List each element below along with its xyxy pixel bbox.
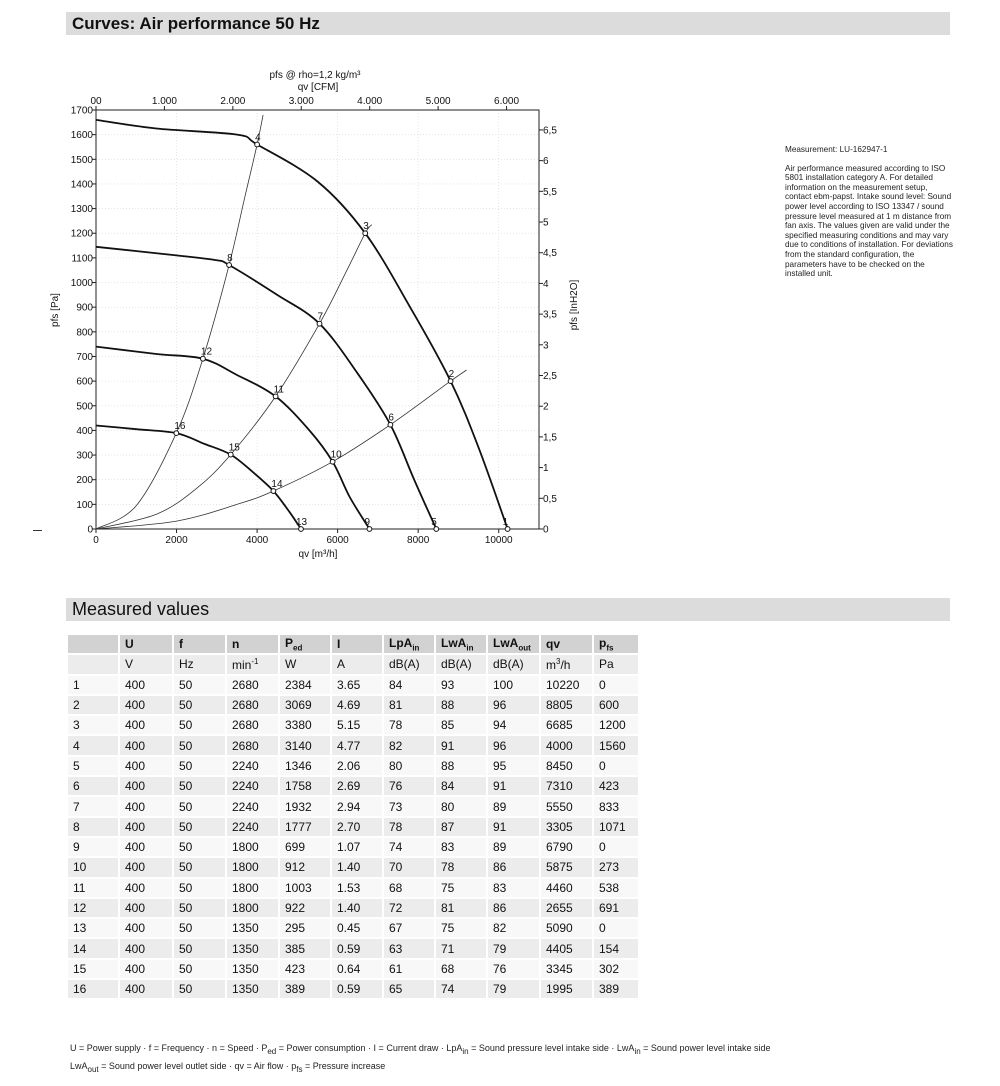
table-cell: 400 <box>120 838 172 856</box>
table-cell: 83 <box>436 838 486 856</box>
table-row <box>68 960 638 978</box>
table-cell: 0.59 <box>332 980 382 998</box>
table-row <box>68 899 638 917</box>
y2-tick-label: 5 <box>543 217 549 229</box>
operating-point-label-16: 16 <box>174 421 186 433</box>
col-header-pfs: $p_{fs}$ <box>594 635 638 653</box>
table-header-row <box>68 635 638 653</box>
table-cell: 2680 <box>227 696 278 714</box>
unit-cell: Hz <box>174 655 225 673</box>
table-cell: 76 <box>488 960 539 978</box>
table-row <box>68 939 638 957</box>
table-cell: 6 <box>68 777 118 795</box>
table-cell: 96 <box>488 696 539 714</box>
table-cell: 400 <box>120 858 172 876</box>
table-row <box>68 858 638 876</box>
table-cell: 1346 <box>280 757 330 775</box>
table-cell: 400 <box>120 899 172 917</box>
table-cell: 5090 <box>541 919 592 937</box>
table-cell: 1800 <box>227 858 278 876</box>
table-cell: 389 <box>280 980 330 998</box>
table-cell: 70 <box>384 858 434 876</box>
y2-tick-label: 0,5 <box>543 493 557 505</box>
y-tick-label: 200 <box>76 475 93 487</box>
table-cell: 50 <box>174 777 225 795</box>
table-cell: 273 <box>594 858 638 876</box>
y-tick-label: 1300 <box>70 204 93 216</box>
table-cell: 154 <box>594 939 638 957</box>
table-cell: 71 <box>436 939 486 957</box>
table-cell: 0 <box>594 757 638 775</box>
legend-line-1: U = Power supply · f = Frequency · n = Speed · $P_{ed}$ = Power consumption · I = Current draw · LpA$_{in}$ = Sound pressure level intake side · LwA$_{in}$ = Sound power level intake side <box>70 1043 771 1056</box>
table-cell: 10220 <box>541 676 592 694</box>
y2-tick-label: 3,5 <box>543 309 557 321</box>
table-cell: 385 <box>280 939 330 957</box>
table-cell: 94 <box>488 716 539 734</box>
table-row <box>68 980 638 998</box>
x2-tick-label: 5.000 <box>425 96 451 107</box>
x2-tick-label: 6.000 <box>494 96 520 107</box>
col-header-f: f <box>174 635 225 653</box>
table-cell: 91 <box>488 777 539 795</box>
x2-tick-label: 1.000 <box>151 96 177 107</box>
y2-tick-label: 4 <box>543 278 549 290</box>
table-cell: 7310 <box>541 777 592 795</box>
table-cell: 1071 <box>594 818 638 836</box>
measurement-description: Air performance measured according to ISO 5801 installation category A. For detailed information on the measurement setup, contact ebm-papst. Intake sound level: Sound power level according to ISO 13347 / sound pressure level measured at 1 m distance from fan axis. The values given are valid under the specified measuring conditions and may vary due to conditions of installation. For deviations from the standard configuration, the parameters have to be checked on the installed unit. <box>785 163 953 279</box>
table-row <box>68 797 638 815</box>
table-row <box>68 757 638 775</box>
table-cell: 400 <box>120 716 172 734</box>
measurement-note <box>785 145 955 288</box>
table-cell: 3345 <box>541 960 592 978</box>
table-cell: 1777 <box>280 818 330 836</box>
table-cell: 5 <box>68 757 118 775</box>
table-cell: 50 <box>174 676 225 694</box>
y2-axis-label: pfs [InH2O] <box>569 279 580 331</box>
table-cell: 4.77 <box>332 736 382 754</box>
table-cell: 400 <box>120 696 172 714</box>
x-axis-label: qv [m³/h] <box>298 549 338 560</box>
table-cell: 0.59 <box>332 939 382 957</box>
y2-tick-label: 4,5 <box>543 248 557 260</box>
table-cell: 50 <box>174 818 225 836</box>
table-cell: 89 <box>488 838 539 856</box>
y2-tick-label: 6 <box>543 156 549 168</box>
table-cell: 9 <box>68 838 118 856</box>
table-cell: 78 <box>436 858 486 876</box>
table-cell: 3380 <box>280 716 330 734</box>
table-cell: 2240 <box>227 757 278 775</box>
table-cell: 5875 <box>541 858 592 876</box>
operating-point-label-11: 11 <box>273 384 285 396</box>
x2-tick-label: 00 <box>90 96 102 107</box>
y-axis-label: pfs [Pa] <box>50 293 61 327</box>
table-row <box>68 777 638 795</box>
table-row <box>68 879 638 897</box>
table-cell: 16 <box>68 980 118 998</box>
table-cell: 400 <box>120 777 172 795</box>
table-cell: 79 <box>488 939 539 957</box>
table-cell: 1 <box>68 676 118 694</box>
table-cell: 4405 <box>541 939 592 957</box>
table-cell: 100 <box>488 676 539 694</box>
table-cell: 14 <box>68 939 118 957</box>
table-cell: 699 <box>280 838 330 856</box>
y-tick-label: 0 <box>87 524 93 536</box>
table-cell: 89 <box>488 797 539 815</box>
table-cell: 1995 <box>541 980 592 998</box>
table-cell: 6790 <box>541 838 592 856</box>
table-cell: 1350 <box>227 960 278 978</box>
table-cell: 400 <box>120 818 172 836</box>
col-header-lpa-in: LpA$_{in}$ <box>384 635 434 653</box>
table-row <box>68 838 638 856</box>
table-cell: 50 <box>174 757 225 775</box>
y-tick-label: 700 <box>76 351 93 363</box>
x-tick-label: 0 <box>93 535 99 546</box>
table-cell: 84 <box>436 777 486 795</box>
y-tick-label: 100 <box>76 499 93 511</box>
table-cell: 295 <box>280 919 330 937</box>
table-cell: 76 <box>384 777 434 795</box>
table-cell: 400 <box>120 980 172 998</box>
table-cell: 1.40 <box>332 858 382 876</box>
margin-mark <box>33 530 42 531</box>
y-tick-label: 600 <box>76 376 93 388</box>
operating-point-label-7: 7 <box>317 311 324 323</box>
table-cell: 600 <box>594 696 638 714</box>
table-cell: 423 <box>280 960 330 978</box>
unit-cell: dB(A) <box>384 655 434 673</box>
table-cell: 12 <box>68 899 118 917</box>
operating-point-label-14: 14 <box>271 479 283 491</box>
table-cell: 0 <box>594 919 638 937</box>
table-cell: 400 <box>120 919 172 937</box>
table-cell: 1003 <box>280 879 330 897</box>
table-cell: 2.06 <box>332 757 382 775</box>
operating-point-label-2: 2 <box>448 369 455 381</box>
table-cell: 83 <box>488 879 539 897</box>
y-tick-label: 1400 <box>70 179 93 191</box>
table-cell: 1758 <box>280 777 330 795</box>
table-cell: 400 <box>120 879 172 897</box>
x2-tick-label: 4.000 <box>357 96 383 107</box>
table-cell: 3.65 <box>332 676 382 694</box>
table-cell: 1.40 <box>332 899 382 917</box>
table-cell: 50 <box>174 879 225 897</box>
operating-point-label-3: 3 <box>363 221 369 233</box>
col-header-qv: qv <box>541 635 592 653</box>
x2-tick-label: 2.000 <box>220 96 246 107</box>
table-cell: 0.45 <box>332 919 382 937</box>
table-cell: 538 <box>594 879 638 897</box>
table-cell: 400 <box>120 797 172 815</box>
table-cell: 5550 <box>541 797 592 815</box>
table-cell: 423 <box>594 777 638 795</box>
table-cell: 2240 <box>227 777 278 795</box>
y-tick-label: 900 <box>76 302 93 314</box>
operating-point-label-4: 4 <box>255 132 261 144</box>
table-cell: 3069 <box>280 696 330 714</box>
y2-tick-label: 6,5 <box>543 125 557 137</box>
table-cell: 79 <box>488 980 539 998</box>
table-cell: 88 <box>436 696 486 714</box>
table-cell: 5.15 <box>332 716 382 734</box>
table-cell: 302 <box>594 960 638 978</box>
measured-title: Measured values <box>72 599 210 619</box>
table-cell: 96 <box>488 736 539 754</box>
table-cell: 2240 <box>227 797 278 815</box>
abbreviation-legend <box>70 1041 970 1077</box>
table-cell: 78 <box>384 716 434 734</box>
table-cell: 400 <box>120 757 172 775</box>
table-cell: 84 <box>384 676 434 694</box>
chart-title: pfs @ rho=1,2 kg/m³ <box>269 70 361 81</box>
table-row <box>68 676 638 694</box>
table-cell: 3140 <box>280 736 330 754</box>
table-cell: 2.69 <box>332 777 382 795</box>
table-cell: 86 <box>488 899 539 917</box>
table-cell: 72 <box>384 899 434 917</box>
table-cell: 68 <box>384 879 434 897</box>
operating-point-label-15: 15 <box>228 442 240 454</box>
table-cell: 6685 <box>541 716 592 734</box>
y-tick-label: 1500 <box>70 154 93 166</box>
unit-cell: A <box>332 655 382 673</box>
measurement-id: Measurement: LU-162947-1 <box>785 145 888 154</box>
table-cell: 4.69 <box>332 696 382 714</box>
table-cell: 74 <box>436 980 486 998</box>
table-cell: 65 <box>384 980 434 998</box>
y-tick-label: 400 <box>76 425 93 437</box>
table-cell: 2680 <box>227 716 278 734</box>
table-cell: 75 <box>436 879 486 897</box>
table-cell: 2680 <box>227 676 278 694</box>
table-cell: 400 <box>120 960 172 978</box>
y2-tick-label: 5,5 <box>543 186 557 198</box>
x-tick-label: 8000 <box>407 535 430 546</box>
y-tick-label: 500 <box>76 401 93 413</box>
table-cell: 80 <box>436 797 486 815</box>
operating-point-label-8: 8 <box>227 253 233 265</box>
table-cell: 50 <box>174 858 225 876</box>
table-cell: 1560 <box>594 736 638 754</box>
table-units-row <box>68 655 638 673</box>
operating-point-label-5: 5 <box>431 517 437 528</box>
table-cell: 11 <box>68 879 118 897</box>
table-cell: 400 <box>120 676 172 694</box>
table-cell: 1350 <box>227 939 278 957</box>
table-cell: 833 <box>594 797 638 815</box>
table-cell: 67 <box>384 919 434 937</box>
table-cell: 86 <box>488 858 539 876</box>
table-row <box>68 919 638 937</box>
y-tick-label: 1100 <box>71 253 93 265</box>
table-cell: 2384 <box>280 676 330 694</box>
table-cell: 50 <box>174 797 225 815</box>
col-header-i: I <box>332 635 382 653</box>
table-cell: 82 <box>384 736 434 754</box>
unit-cell: V <box>120 655 172 673</box>
y-tick-label: 1600 <box>70 130 93 142</box>
table-cell: 93 <box>436 676 486 694</box>
table-cell: 50 <box>174 919 225 937</box>
table-cell: 87 <box>436 818 486 836</box>
unit-cell: Pa <box>594 655 638 673</box>
table-cell: 81 <box>436 899 486 917</box>
table-cell: 2240 <box>227 818 278 836</box>
table-cell: 912 <box>280 858 330 876</box>
x2-tick-label: 3.000 <box>288 96 314 107</box>
col-header-lwa-out: LwA$_{out}$ <box>488 635 539 653</box>
table-cell: 95 <box>488 757 539 775</box>
table-cell: 8 <box>68 818 118 836</box>
x2-axis-label: qv [CFM] <box>297 82 339 93</box>
table-row <box>68 736 638 754</box>
table-cell: 8450 <box>541 757 592 775</box>
table-cell: 0 <box>594 838 638 856</box>
y-tick-label: 1200 <box>70 228 93 240</box>
y2-tick-label: 2 <box>543 401 549 413</box>
y-tick-label: 300 <box>76 450 93 462</box>
unit-cell: $m^3/h$ <box>541 655 592 673</box>
table-cell: 922 <box>280 899 330 917</box>
x-tick-label: 10000 <box>484 535 513 546</box>
table-row <box>68 696 638 714</box>
table-cell: 85 <box>436 716 486 734</box>
table-cell: 3 <box>68 716 118 734</box>
col-header-u: U <box>120 635 172 653</box>
measured-section-header <box>66 598 950 621</box>
table-row <box>68 716 638 734</box>
table-cell: 50 <box>174 960 225 978</box>
operating-point-label-1: 1 <box>502 517 509 528</box>
y-tick-label: 800 <box>76 327 93 339</box>
table-cell: 1.07 <box>332 838 382 856</box>
unit-cell: dB(A) <box>436 655 486 673</box>
table-cell: 389 <box>594 980 638 998</box>
table-cell: 2.94 <box>332 797 382 815</box>
table-cell: 1350 <box>227 980 278 998</box>
table-cell: 400 <box>120 736 172 754</box>
x-tick-label: 2000 <box>165 535 188 546</box>
table-cell: 50 <box>174 899 225 917</box>
y2-tick-label: 2,5 <box>543 371 557 383</box>
table-row <box>68 818 638 836</box>
unit-cell: W <box>280 655 330 673</box>
x-tick-label: 6000 <box>326 535 349 546</box>
table-cell: 4 <box>68 736 118 754</box>
y2-tick-label: 0 <box>543 524 549 536</box>
operating-point-label-9: 9 <box>364 517 371 528</box>
operating-point-label-6: 6 <box>388 412 394 424</box>
table-cell: 2.70 <box>332 818 382 836</box>
y2-tick-label: 3 <box>543 340 549 352</box>
x-tick-label: 4000 <box>245 535 269 546</box>
table-cell: 1800 <box>227 899 278 917</box>
table-cell: 91 <box>488 818 539 836</box>
unit-cell: dB(A) <box>488 655 539 673</box>
col-header-index <box>68 635 118 653</box>
y-tick-label: 1700 <box>70 105 93 117</box>
table-cell: 50 <box>174 716 225 734</box>
table-cell: 0.64 <box>332 960 382 978</box>
table-cell: 81 <box>384 696 434 714</box>
operating-point-label-13: 13 <box>295 517 308 528</box>
table-cell: 4460 <box>541 879 592 897</box>
col-header-ped: $P_{ed}$ <box>280 635 330 653</box>
y-tick-label: 1000 <box>70 278 93 290</box>
table-cell: 1932 <box>280 797 330 815</box>
table-cell: 400 <box>120 939 172 957</box>
table-cell: 63 <box>384 939 434 957</box>
table-cell: 75 <box>436 919 486 937</box>
table-cell: 2680 <box>227 736 278 754</box>
table-cell: 1200 <box>594 716 638 734</box>
y2-tick-label: 1 <box>543 463 549 475</box>
operating-point-label-10: 10 <box>330 449 342 461</box>
table-cell: 50 <box>174 939 225 957</box>
unit-cell <box>68 655 118 673</box>
col-header-n: n <box>227 635 278 653</box>
table-cell: 78 <box>384 818 434 836</box>
col-header-lwa-in: LwA$_{in}$ <box>436 635 486 653</box>
table-cell: 50 <box>174 980 225 998</box>
table-cell: 74 <box>384 838 434 856</box>
table-cell: 1800 <box>227 879 278 897</box>
table-cell: 0 <box>594 676 638 694</box>
table-cell: 7 <box>68 797 118 815</box>
legend-line-2: LwA$_{out}$ = Sound power level outlet side · qv = Air flow · $p_{fs}$ = Pressure increase <box>70 1060 386 1074</box>
table-cell: 1.53 <box>332 879 382 897</box>
unit-cell: $\min^{-1}$ <box>227 655 278 673</box>
table-cell: 8805 <box>541 696 592 714</box>
table-cell: 2655 <box>541 899 592 917</box>
y2-tick-label: 1,5 <box>543 432 557 444</box>
table-cell: 691 <box>594 899 638 917</box>
table-cell: 10 <box>68 858 118 876</box>
table-cell: 80 <box>384 757 434 775</box>
table-cell: 1800 <box>227 838 278 856</box>
table-cell: 82 <box>488 919 539 937</box>
table-cell: 73 <box>384 797 434 815</box>
table-cell: 61 <box>384 960 434 978</box>
operating-point-label-12: 12 <box>200 346 213 358</box>
table-cell: 91 <box>436 736 486 754</box>
table-cell: 2 <box>68 696 118 714</box>
curves-title: Curves: Air performance 50 Hz <box>72 14 320 33</box>
table-cell: 88 <box>436 757 486 775</box>
table-cell: 1350 <box>227 919 278 937</box>
table-cell: 4000 <box>541 736 592 754</box>
table-cell: 50 <box>174 736 225 754</box>
table-cell: 13 <box>68 919 118 937</box>
table-cell: 68 <box>436 960 486 978</box>
table-cell: 50 <box>174 696 225 714</box>
measured-values-table <box>66 633 640 1000</box>
table-cell: 3305 <box>541 818 592 836</box>
table-cell: 50 <box>174 838 225 856</box>
table-cell: 15 <box>68 960 118 978</box>
